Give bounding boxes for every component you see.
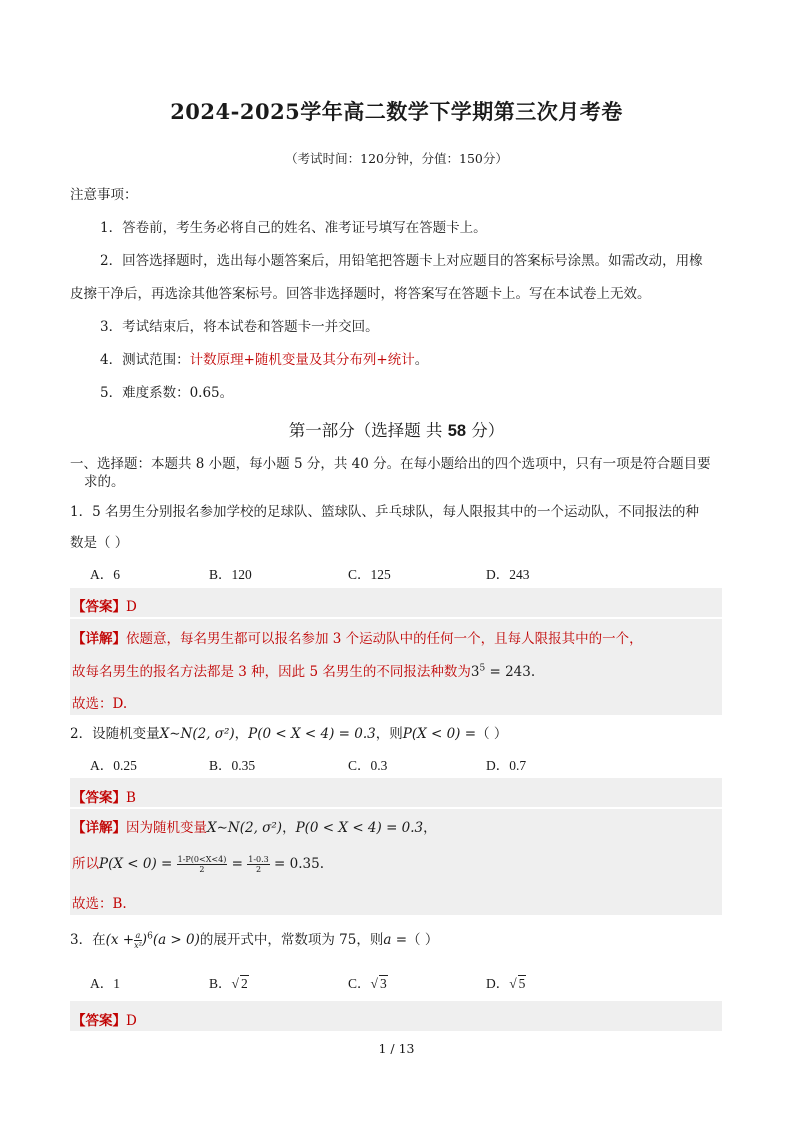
q2-answer-box — [70, 778, 722, 807]
q2-answer-value: B — [126, 790, 136, 806]
notice-heading: 注意事项： — [70, 187, 138, 203]
q2-detail-mid: ， — [282, 820, 296, 836]
q1-formula-result: = 243 — [485, 664, 531, 680]
q2-frac2-den: 2 — [255, 865, 262, 874]
q2-detail2-end: . — [319, 856, 325, 872]
q2-choose: 故选：B. — [72, 896, 127, 912]
q2-fraction-2 — [247, 855, 270, 874]
test-range: 计数原理+随机变量及其分布列+统计 — [189, 352, 415, 368]
q3-option-d: D．√ 5 — [486, 976, 526, 991]
q2-stem-then: ，则 — [375, 726, 403, 742]
q3-answer-box — [70, 1001, 722, 1031]
q2-frac1-num: 1-P(0<X<4) — [177, 855, 227, 864]
q2-option-b: B．0.35 — [209, 758, 256, 773]
q2-stem-prob: P(0 < X < 4) = 0.3 — [248, 726, 376, 742]
notice-item-1: 1．答卷前，考生务必将自己的姓名、准考证号填写在答题卡上。 — [100, 220, 487, 236]
q1-detail-label: 【详解】 — [72, 631, 126, 647]
q1-detail-line1 — [72, 627, 643, 647]
notice-item-4-prefix: 4．测试范围： — [100, 352, 190, 368]
exam-title: 2024-2025学年高二数学下学期第三次月考卷 — [170, 99, 623, 124]
q3-frac-num: a — [135, 931, 141, 940]
section-suffix: 分） — [466, 421, 505, 440]
q3-option-c-label: C． — [348, 976, 371, 991]
q2-option-c: C．0.3 — [348, 758, 388, 773]
part-intro-line1: 一、选择题：本题共 8 小题，每小题 5 分，共 40 分。在每小题给出的四个选项中，只有一项是符合题目要 — [70, 456, 711, 472]
notice-item-4 — [100, 348, 428, 368]
q2-stem-tail: （ ） — [476, 726, 508, 742]
section-score: 58 — [447, 422, 467, 440]
q2-stem-mid: ， — [234, 726, 249, 742]
q2-stem-var: X∼N(2, σ²) — [159, 726, 235, 742]
q3-expr-close: ) — [141, 932, 148, 948]
q2-frac2-num: 1-0.3 — [248, 855, 269, 864]
q2-detail-prob: P(0 < X < 4) = 0.3 — [295, 820, 424, 836]
q2-option-d: D．0.7 — [486, 758, 527, 773]
q1-formula-base: 3 — [470, 664, 480, 680]
q3-stem — [70, 928, 438, 950]
q1-option-a: A．6 — [90, 567, 120, 582]
q2-detail2-result: = 0.35 — [274, 856, 320, 872]
q1-option-c: C．125 — [348, 567, 391, 582]
q3-answer-value: D — [126, 1013, 137, 1029]
q1-formula — [471, 664, 531, 680]
q2-answer-label: 【答案】 — [72, 790, 126, 806]
q2-detail2-eq: = — [231, 856, 243, 872]
q3-option-c-root: 3 — [379, 976, 387, 991]
q3-option-c: C．√ 3 — [348, 976, 387, 991]
q3-stem-prefix: 3．在 — [70, 932, 106, 948]
q3-option-b-root: 2 — [240, 976, 248, 991]
q2-detail-prefix: 因为随机变量 — [126, 820, 207, 836]
q1-detail-text1: 依题意，每名男生都可以报名参加 3 个运动队中的任何一个，且每人限报其中的一个， — [126, 631, 643, 647]
q1-formula-exp: 5 — [479, 663, 486, 674]
q2-option-a: A．0.25 — [90, 758, 137, 773]
q3-option-d-label: D． — [486, 976, 510, 991]
q1-stem-line2: 数是（ ） — [70, 535, 129, 551]
q2-detail-line1 — [72, 816, 437, 836]
q2-detail2-lhs: P(X < 0) = — [99, 856, 173, 872]
q1-answer-label: 【答案】 — [72, 599, 126, 615]
q3-stem-var: a = — [383, 932, 408, 948]
q3-expr-open: (x + — [105, 932, 135, 948]
q2-detail2-prefix: 所以 — [72, 856, 99, 872]
exam-subtitle: （考试时间：120分钟，分值：150分） — [285, 151, 508, 166]
q1-option-d: D．243 — [486, 567, 530, 582]
q3-stem-suffix: 的展开式中，常数项为 75，则 — [199, 932, 384, 948]
q3-fraction — [134, 931, 142, 950]
q2-answer — [72, 786, 136, 806]
notice-item-2-line2: 皮擦干净后，再选涂其他答案标号。回答非选择题时，将答案写在答题卡上。写在本试卷上无效。 — [70, 286, 651, 302]
q3-option-a: A．1 — [90, 976, 120, 991]
q1-stem-line1: 1．5 名男生分别报名参加学校的足球队、篮球队、乒乓球队，每人限报其中的一个运动队，不同报法的种 — [70, 504, 699, 520]
q3-answer — [72, 1009, 137, 1029]
q3-stem-tail: （ ） — [407, 932, 439, 948]
q2-stem — [70, 722, 507, 742]
q2-detail-label: 【详解】 — [72, 820, 126, 836]
q2-fraction-1 — [177, 855, 228, 874]
q3-expr-exp: 6 — [147, 931, 153, 942]
notice-item-2-line1: 2．回答选择题时，选出每小题答案后，用铅笔把答题卡上对应题目的答案标号涂黑。如需改动，用橡 — [100, 253, 703, 269]
q1-detail-end: . — [530, 664, 536, 680]
q2-stem-question: P(X < 0) = — [402, 726, 477, 742]
q3-option-b-label: B． — [209, 976, 232, 991]
notice-item-3: 3．考试结束后，将本试卷和答题卡一并交回。 — [100, 319, 379, 335]
q1-answer — [72, 595, 137, 615]
q2-detail-line2 — [72, 852, 324, 874]
q1-choose: 故选：D. — [72, 696, 128, 712]
q2-detail-end: ， — [423, 820, 437, 836]
q2-frac1-den: 2 — [199, 865, 205, 874]
part-intro-line2: 求的。 — [84, 474, 125, 490]
page-number: 1 / 13 — [378, 1041, 415, 1056]
q2-detail-var: X∼N(2, σ²) — [207, 820, 283, 836]
q1-detail-line2 — [72, 660, 535, 680]
q3-frac-den: x² — [134, 941, 142, 950]
q3-stem-cond: (a > 0) — [152, 932, 200, 948]
section-prefix: 第一部分（选择题 共 — [288, 421, 448, 440]
q1-option-b: B．120 — [209, 567, 252, 582]
q3-option-d-root: 5 — [518, 976, 526, 991]
section-heading — [0, 417, 793, 441]
notice-item-5: 5．难度系数：0.65。 — [100, 385, 234, 401]
q1-answer-value: D — [126, 599, 137, 615]
q3-option-b: B．√ 2 — [209, 976, 248, 991]
q2-stem-prefix: 2．设随机变量 — [70, 726, 160, 742]
q3-answer-label: 【答案】 — [72, 1013, 126, 1029]
notice-item-4-suffix: 。 — [414, 352, 429, 368]
q1-answer-box — [70, 588, 722, 617]
q1-detail-text2: 故每名男生的报名方法都是 3 种，因此 5 名男生的不同报法种数为 — [72, 664, 471, 680]
